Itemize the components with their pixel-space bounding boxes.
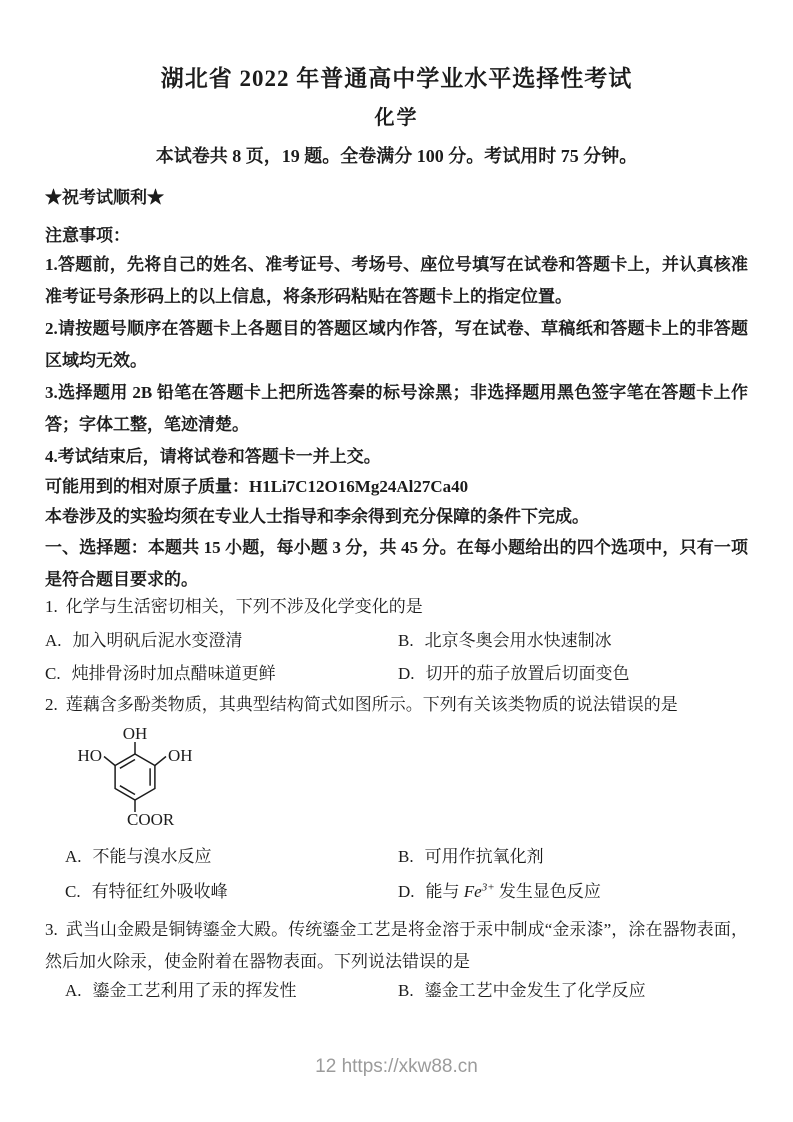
atomic-mass-line: 可能用到的相对原子质量：H1Li7C12O16Mg24Al27Ca40 bbox=[45, 477, 469, 496]
notice-item-2: 2.请按题号顺序在答题卡上各题目的答题区域内作答，写在试卷、草稿纸和答题卡上的非答题区域均无效。 bbox=[45, 319, 748, 370]
question-1-option-a: A. 加入明矾后泥水变澄清 bbox=[45, 631, 243, 650]
structure-label-top-oh: OH bbox=[122, 724, 148, 743]
question-1-option-b: B. 北京冬奥会用水快速制冰 bbox=[398, 631, 612, 650]
notice-item-1: 1.答题前，先将自己的姓名、准考证号、考场号、座位号填写在试卷和答题卡上，并认真核准准考证号条形码上的以上信息，将条形码粘贴在答题卡上的指定位置。 bbox=[45, 255, 748, 306]
question-1-text: 化学与生活密切相关，下列不涉及化学变化的是 bbox=[65, 597, 423, 616]
question-3-stem bbox=[45, 914, 748, 978]
question-2-option-c: C. 有特征红外吸收峰 bbox=[65, 882, 228, 901]
notices-heading: 注意事项： bbox=[45, 226, 130, 245]
benzene-ring-structure-diagram bbox=[58, 712, 270, 844]
question-2-number: 2. bbox=[45, 695, 58, 714]
question-1-options-row-1 bbox=[45, 630, 748, 652]
notice-item-4: 4.考试结束后，请将试卷和答题卡一并上交。 bbox=[45, 447, 381, 466]
question-2-options-row-1 bbox=[45, 846, 748, 868]
exam-subject: 化学 bbox=[374, 107, 419, 129]
question-2-option-a: A. 不能与溴水反应 bbox=[65, 847, 212, 866]
question-3-number: 3. bbox=[45, 920, 58, 939]
structure-label-right-oh: OH bbox=[168, 746, 193, 765]
question-3-text: 武当山金殿是铜铸鎏金大殿。传统鎏金工艺是将金溶于汞中制成“金汞漆”，涂在器物表面，然后加火除汞，使金附着在器物表面。下列说法错误的是 bbox=[45, 920, 748, 971]
question-2-options-row-2 bbox=[45, 881, 748, 903]
exam-title: 湖北省 2022 年普通高中学业水平选择性考试 bbox=[160, 66, 633, 91]
iron-ion-charge: 3+ bbox=[481, 881, 495, 894]
bond-right-oh bbox=[155, 757, 166, 766]
question-1-number: 1. bbox=[45, 597, 58, 616]
question-2-option-b: B. 可用作抗氧化剂 bbox=[398, 847, 544, 866]
question-3-option-a: A. 鎏金工艺利用了汞的挥发性 bbox=[65, 981, 297, 1000]
bond-left-ho bbox=[104, 757, 115, 766]
question-1-option-d: D. 切开的茄子放置后切面变色 bbox=[398, 664, 630, 683]
question-1-stem bbox=[45, 596, 748, 618]
section-heading: 一、选择题：本题共 15 小题，每小题 3 分，共 45 分。在每小题给出的四个选项中，只有一项是符合题目要求的。 bbox=[45, 538, 748, 589]
safety-line: 本卷涉及的实验均须在专业人士指导和李余得到充分保障的条件下完成。 bbox=[45, 507, 589, 526]
structure-label-coor: COOR bbox=[127, 810, 175, 829]
question-2-text: 莲藕含多酚类物质，其典型结构简式如图所示。下列有关该类物质的说法错误的是 bbox=[65, 695, 678, 714]
question-2-option-d: D. 能与 $Fe^{3+}$ 发生显色反应 bbox=[398, 881, 601, 901]
wish-line: ★祝考试顺利★ bbox=[45, 188, 164, 207]
notice-item-3: 3.选择题用 2B 铅笔在答题卡上把所选答秦的标号涂黑；非选择题用黑色签字笔在答题卡上作答；字体工整，笔迹清楚。 bbox=[45, 383, 748, 434]
exam-info-line: 本试卷共 8 页，19 题。全卷满分 100 分。考试用时 75 分钟。 bbox=[155, 146, 638, 166]
iron-ion-formula: Fe bbox=[463, 882, 482, 901]
page-footer-watermark: 12 https://xkw88.cn bbox=[315, 1056, 478, 1077]
structure-label-left-ho: HO bbox=[77, 746, 102, 765]
question-1-options-row-2 bbox=[45, 663, 748, 685]
question-1-option-c: C. 炖排骨汤时加点醋味道更鲜 bbox=[45, 664, 276, 683]
question-3-option-b: B. 鎏金工艺中金发生了化学反应 bbox=[398, 981, 646, 1000]
question-3-options-row-1 bbox=[45, 980, 748, 1002]
benzene-hexagon bbox=[115, 754, 155, 800]
